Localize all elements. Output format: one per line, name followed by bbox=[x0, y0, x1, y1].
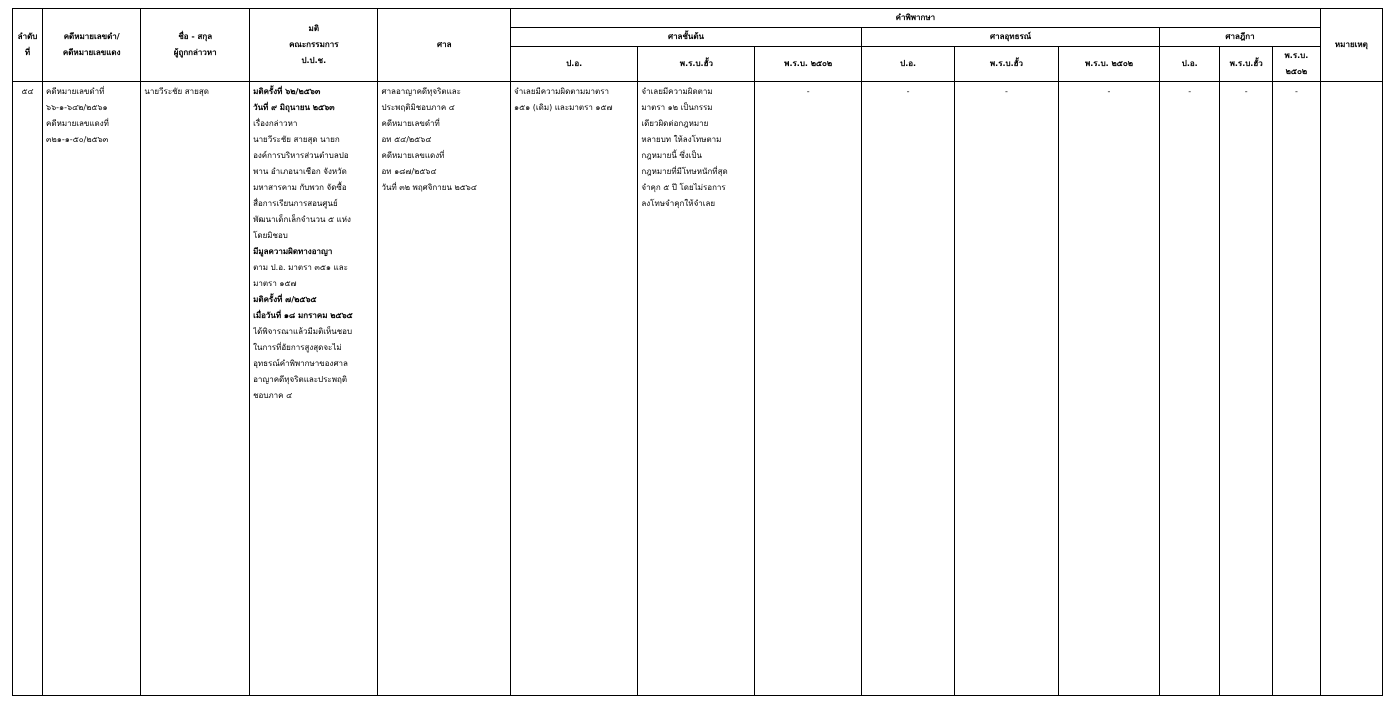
cell-no: ๕๔ bbox=[13, 82, 43, 696]
cell-line: ลงโทษจำคุกให้จำเลย bbox=[641, 199, 716, 208]
header-first-anti-collusion: พ.ร.บ.ฮั้ว bbox=[638, 47, 755, 82]
header-appeal-2502: พ.ร.บ. ๒๕๐๒ bbox=[1058, 47, 1159, 82]
cell-line: โดยมิชอบ bbox=[253, 231, 288, 240]
cell-line: คดีหมายเลขแดงที่ bbox=[381, 151, 445, 160]
header-supreme-po: ป.อ. bbox=[1160, 47, 1220, 82]
header-supreme: ศาลฎีกา bbox=[1160, 28, 1321, 47]
header-appeal: ศาลอุทธรณ์ bbox=[862, 28, 1160, 47]
header-court: ศาล bbox=[378, 9, 511, 82]
header-appeal-anti-collusion: พ.ร.บ.ฮั้ว bbox=[955, 47, 1059, 82]
cell-supreme-anti-collusion: - bbox=[1220, 82, 1273, 696]
judgment-table bbox=[12, 8, 1383, 696]
header-first-po: ป.อ. bbox=[511, 47, 638, 82]
cell-line: กฎหมายที่มีโทษหนักที่สุด bbox=[641, 167, 728, 176]
cell-line: มาตรา ๑๒ เป็นกรรม bbox=[641, 103, 713, 112]
cell-line: พัฒนาเด็กเล็กจำนวน ๕ แห่ง bbox=[253, 215, 351, 224]
cell-line: ศาลอาญาคดีทุจริตและ bbox=[381, 87, 461, 96]
cell-line: ประพฤติมิชอบภาค ๔ bbox=[381, 103, 455, 112]
cell-line: วันที่ ๙ มิถุนายน ๒๕๖๓ bbox=[253, 103, 335, 112]
cell-line: มาตรา ๑๕๗ bbox=[253, 279, 297, 288]
cell-line: อาญาคดีทุจริตและประพฤติ bbox=[253, 375, 348, 384]
cell-supreme-2502: - bbox=[1273, 82, 1321, 696]
cell-line: ชอบภาค ๔ bbox=[253, 391, 293, 400]
cell-case-no: คดีหมายเลขดำที่ ๖๖-๑-๖๔๒/๒๕๖๑ คดีหมายเลขแดงที่ ๓๒๑-๑-๕๐/๒๕๖๓ bbox=[43, 82, 141, 696]
cell-line: สื่อการเรียนการสอนศูนย์ bbox=[253, 199, 338, 208]
header-name: ชื่อ - สกุล ผู้ถูกกล่าวหา bbox=[141, 9, 250, 82]
cell-name: นายวีระชัย สายสุด bbox=[141, 82, 250, 696]
header-first-2502: พ.ร.บ. ๒๕๐๒ bbox=[755, 47, 862, 82]
cell-line: อท ๕๔/๒๕๖๔ bbox=[381, 135, 432, 144]
cell-line: องค์การบริหารส่วนตำบลปอ bbox=[253, 151, 349, 160]
cell-line: เดียวผิดต่อกฎหมาย bbox=[641, 119, 709, 128]
cell-line: มหาสารคาม กับพวก จัดซื้อ bbox=[253, 183, 347, 192]
cell-court bbox=[378, 82, 511, 696]
cell-line: หลายบท ให้ลงโทษตาม bbox=[641, 135, 722, 144]
cell-first-2502: - bbox=[755, 82, 862, 696]
cell-appeal-po: - bbox=[862, 82, 955, 696]
cell-first-anti-collusion bbox=[638, 82, 755, 696]
header-case-no: คดีหมายเลขดำ/ คดีหมายเลขแดง bbox=[43, 9, 141, 82]
header-supreme-anti-collusion: พ.ร.บ.ฮั้ว bbox=[1220, 47, 1273, 82]
header-appeal-po: ป.อ. bbox=[862, 47, 955, 82]
cell-line: กฎหมายนี้ ซึ่งเป็น bbox=[641, 151, 702, 160]
cell-supreme-po: - bbox=[1160, 82, 1220, 696]
cell-line: วันที่ ๓๒ พฤศจิกายน ๒๕๖๔ bbox=[381, 183, 477, 192]
cell-line: คดีหมายเลขดำที่ bbox=[381, 119, 440, 128]
cell-line: ได้พิจารณาแล้วมีมติเห็นชอบ bbox=[253, 327, 353, 336]
header-resolution: มติ คณะกรรมการ ป.ป.ช. bbox=[250, 9, 378, 82]
cell-line: มีมูลความผิดทางอาญา bbox=[253, 247, 333, 256]
cell-line: มติครั้งที่ ๖๒/๒๕๖๓ bbox=[253, 87, 321, 96]
cell-appeal-anti-collusion: - bbox=[955, 82, 1059, 696]
cell-line: มติครั้งที่ ๗/๒๕๖๕ bbox=[253, 295, 317, 304]
header-remarks: หมายเหตุ bbox=[1320, 9, 1382, 82]
table-row bbox=[13, 82, 1383, 696]
cell-appeal-2502: - bbox=[1058, 82, 1159, 696]
header-judgment: คำพิพากษา bbox=[511, 9, 1321, 28]
cell-line: ในการที่อัยการสูงสุดจะไม่ bbox=[253, 343, 342, 352]
cell-line: จำเลยมีความผิดตาม bbox=[641, 87, 713, 96]
cell-line: เรื่องกล่าวหา bbox=[253, 119, 298, 128]
judgment-summary-sheet bbox=[12, 8, 1383, 696]
cell-first-po: จำเลยมีความผิดตามมาตรา ๑๕๑ (เดิม) และมาตรา ๑๕๗ bbox=[511, 82, 638, 696]
cell-line: เมื่อวันที่ ๑๘ มกราคม ๒๕๖๕ bbox=[253, 311, 353, 320]
cell-resolution bbox=[250, 82, 378, 696]
header-supreme-2502: พ.ร.บ. ๒๕๐๒ bbox=[1273, 47, 1321, 82]
header-no: ลำดับ ที่ bbox=[13, 9, 43, 82]
cell-line: อุทธรณ์คำพิพากษาของศาล bbox=[253, 359, 348, 368]
header-first-instance: ศาลชั้นต้น bbox=[511, 28, 862, 47]
cell-line: จำคุก ๕ ปี โดยไม่รอการ bbox=[641, 183, 726, 192]
cell-line: อท ๑๘๗/๒๕๖๔ bbox=[381, 167, 437, 176]
cell-line: นายวีระชัย สายสุด นายก bbox=[253, 135, 340, 144]
cell-line: พาน อำเภอนาเชือก จังหวัด bbox=[253, 167, 347, 176]
cell-remarks bbox=[1320, 82, 1382, 696]
cell-line: ตาม ป.อ. มาตรา ๓๕๑ และ bbox=[253, 263, 348, 272]
